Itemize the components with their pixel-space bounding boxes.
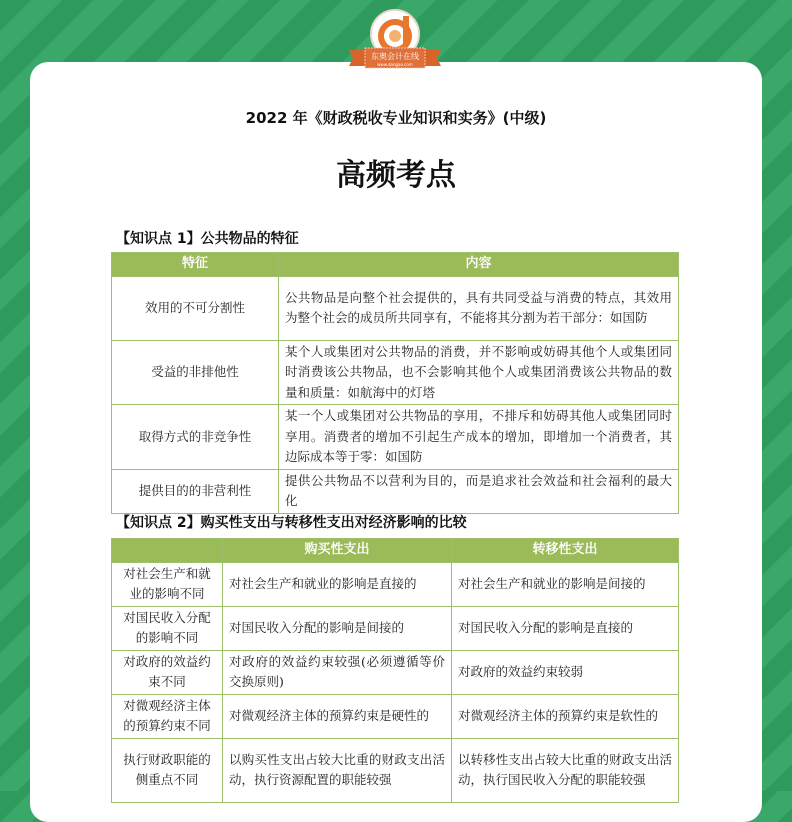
- cell: 对国民收入分配的影响是间接的: [223, 606, 452, 650]
- header-transfer: 转移性支出: [452, 539, 679, 563]
- table-header-row: [112, 253, 679, 277]
- table-row: [112, 606, 679, 650]
- table-row: [112, 469, 679, 513]
- cell: 效用的不可分割性: [112, 276, 279, 340]
- cell: 以转移性支出占较大比重的财政支出活动，执行国民收入分配的职能较强: [452, 738, 679, 802]
- cell: 对微观经济主体的预算约束是硬性的: [223, 694, 452, 738]
- cell: 提供目的的非营利性: [112, 469, 279, 513]
- table-header-row: [112, 539, 679, 563]
- page-heading: 高频考点: [336, 158, 456, 193]
- cell: 公共物品是向整个社会提供的，具有共同受益与消费的特点，其效用为整个社会的成员所共同享有，不能将其分割为若干部分：如国防: [279, 276, 679, 340]
- cell: 对国民收入分配的影响是直接的: [452, 606, 679, 650]
- header-empty: [112, 539, 223, 563]
- table-row: [112, 562, 679, 606]
- cell: 执行财政职能的侧重点不同: [112, 738, 223, 802]
- header-content: 内容: [279, 253, 679, 277]
- cell: 对社会生产和就业的影响不同: [112, 562, 223, 606]
- table-row: [112, 340, 679, 405]
- cell: 某个人或集团对公共物品的消费，并不影响或妨碍其他个人或集团同时消费该公共物品，也不会影响其他个人或集团消费该公共物品的数量和质量：如航海中的灯塔: [279, 340, 679, 405]
- cell: 对国民收入分配的影响不同: [112, 606, 223, 650]
- expenditure-comparison-table: [111, 538, 679, 803]
- cell: 对政府的效益约束较强(必须遵循等价交换原则): [223, 650, 452, 694]
- document-title: 2022 年《财政税收专业知识和实务》(中级): [245, 109, 547, 127]
- table-row: [112, 694, 679, 738]
- section2-heading: 【知识点 2】购买性支出与转移性支出对经济影响的比较: [116, 515, 467, 531]
- cell: 对社会生产和就业的影响是间接的: [452, 562, 679, 606]
- section1-heading: 【知识点 1】公共物品的特征: [116, 231, 299, 247]
- cell: 对微观经济主体的预算约束不同: [112, 694, 223, 738]
- cell: 对政府的效益约束较弱: [452, 650, 679, 694]
- header-feature: 特征: [112, 253, 279, 277]
- table-row: [112, 405, 679, 470]
- svg-text:东奥会计在线: 东奥会计在线: [371, 52, 419, 61]
- cell: 取得方式的非竞争性: [112, 405, 279, 470]
- cell: 对政府的效益约束不同: [112, 650, 223, 694]
- cell: 受益的非排他性: [112, 340, 279, 405]
- cell: 对社会生产和就业的影响是直接的: [223, 562, 452, 606]
- table-row: [112, 276, 679, 340]
- svg-text:www.dongao.com: www.dongao.com: [377, 62, 413, 67]
- cell: 对微观经济主体的预算约束是软性的: [452, 694, 679, 738]
- public-goods-table: [111, 252, 679, 514]
- header-purchase: 购买性支出: [223, 539, 452, 563]
- cell: 以购买性支出占较大比重的财政支出活动，执行资源配置的职能较强: [223, 738, 452, 802]
- cell: 某一个人或集团对公共物品的享用，不排斥和妨碍其他人或集团同时享用。消费者的增加不引起生产成本的增加，即增加一个消费者，其边际成本等于零：如国防: [279, 405, 679, 470]
- cell: 提供公共物品不以营利为目的，而是追求社会效益和社会福利的最大化: [279, 469, 679, 513]
- table-row: [112, 650, 679, 694]
- dongao-logo: [345, 6, 445, 72]
- table-row: [112, 738, 679, 802]
